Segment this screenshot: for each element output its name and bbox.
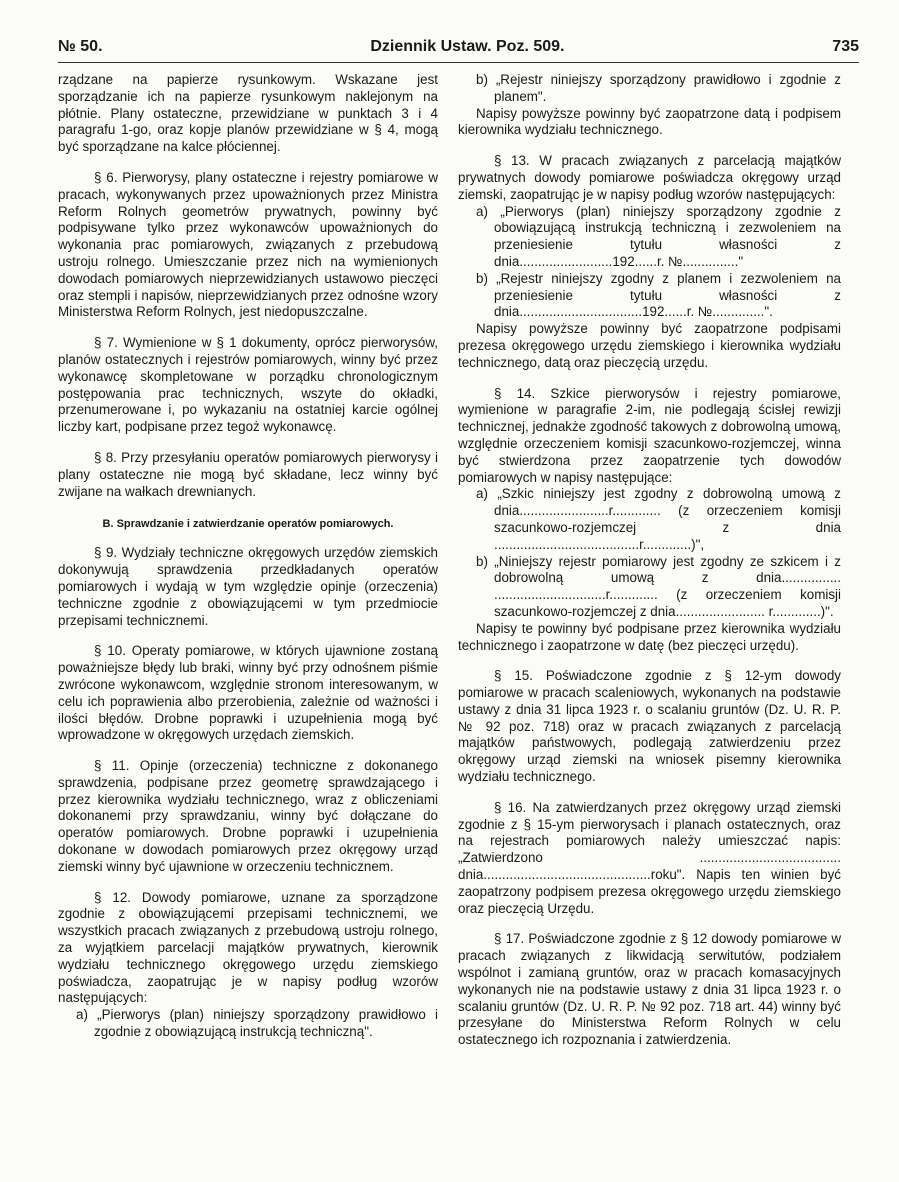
paragraph: Napisy powyższe powinny być zaopatrzone podpisami prezesa okręgowego urzędu ziemskiego i kierownika wydziału technicznego, datą oraz pieczęcią urzędu. [458,321,841,370]
list-item: a) „Szkic niniejszy jest zgodny z dobrowolną umową z dnia........................r............. (z orzeczeniem komisji szacunkowo-rozjemczej z dnia .......................................r.............)", [476,486,841,552]
paragraph-s10: § 10. Operaty pomiarowe, w których ujawnione zostaną poważniejsze błędy lub braki, winny być przy odnośnem piśmie zwrócone wykonawcom, względnie stronom interesowanym, w celu ich poprawienia albo przerobienia, zależnie od ważności i ilości błędów. Drobne poprawki i uzupełnienia mogą być wprowadzone w okręgowych urzędach ziemskich. [58,643,438,743]
paragraph: Napisy powyższe powinny być zaopatrzone datą i podpisem kierownika wydziału technicznego. [458,105,841,138]
list-item: b) „Rejestr niniejszy sporządzony prawidłowo i zgodnie z planem". [476,72,841,104]
paragraph-s6: § 6. Pierworysy, plany ostateczne i rejestry pomiarowe w pracach, wykonywanych przez upoważnionych przez Ministra Reform Rolnych geometrów prywatnych, powinny być podpisywane tylko przez wykonawców upoważnionych do wykonania prac pomiarowych, związanych z przebudową ustroju rolnego. Umieszczanie przez nich na wymienionych dowodach pomiarowych nieprzewidzianych ustawowo pieczęci oraz stempli i napisów, nieprzewidzianych przez odnośne wzory Ministerstwa Reform Rolnych, jest niedopuszczalne. [58,169,438,320]
page-header [58,32,859,56]
paragraph-s9: § 9. Wydziały techniczne okręgowych urzędów ziemskich dokonywują sprawdzenia przedkładanych operatów pomiarowych i wydają w tym względzie opinje (orzeczenia) techniczne zgodnie z obowiązującemi w tym przedmiocie przepisami technicznemi. [58,545,438,628]
page-number: 735 [832,38,859,55]
right-column [458,72,841,1049]
paragraph-s16: § 16. Na zatwierdzanych przez okręgowy urząd ziemski zgodnie z § 15-ym pierworysach i planach ostatecznych, oraz na rejestrach pomiarowych należy umieszczać napis: „Zatwierdzono ...................................... dnia.............................................roku". Napis ten winien być zaopatrzony podpisem prezesa okręgowego urzędu ziemskiego oraz pieczęcią Urzędu. [458,799,841,916]
paragraph-s7: § 7. Wymienione w § 1 dokumenty, oprócz pierworysów, planów ostatecznych i rejestrów pomiarowych, winny być przez wykonawcę skompletowane w porządku chronologicznym postępowania prac technicznych, wszyte do okładki, przenumerowane i, po wykazaniu na ostatniej karcie ogólnej liczby kart, podpisane przez tegoż wykonawcę. [58,335,438,435]
list-item: b) „Niniejszy rejestr pomiarowy jest zgodny ze szkicem i z dobrowolną umową z dnia................ ..............................r............. (z orzeczeniem komisji szacunkowo-rozjemczej z dnia........................ r.............)". [476,553,841,619]
left-column [58,72,438,1041]
list-item: b) „Rejestr niniejszy zgodny z planem i zezwoleniem na przeniesienie tytułu własności z dnia.................................192......r. №..............". [476,270,841,320]
paragraph: rządzane na papierze rysunkowym. Wskazane jest sporządzanie ich na papierze rysunkowym naklejonym na płótnie. Plany ostateczne, przewidziane w punktach 3 i 4 paragrafu 1-go, oraz kopje planów przewidziane w § 4, mogą być sporządzane na kalce płóciennej. [58,72,438,155]
paragraph-s8: § 8. Przy przesyłaniu operatów pomiarowych pierworysy i plany ostateczne nie mogą być składane, lecz winny być zwijane na wałkach drewnianych. [58,449,438,499]
paragraph-s11: § 11. Opinje (orzeczenia) techniczne z dokonanego sprawdzenia, podpisane przez geometrę sprawdzającego i przez kierownika wydziału technicznego, wraz z obliczeniami dokonanemi przy sprawdzaniu, winny być dołączane do operatów pomiarowych. Drobne poprawki i uzupełnienia dokonane w dowodach pomiarowych przez okręgowy urząd ziemski winny być ujawnione w orzeczeniu technicznem. [58,758,438,874]
paragraph-s14: § 14. Szkice pierworysów i rejestry pomiarowe, wymienione w paragrafie 2-im, nie podlegają ścisłej rewizji technicznej, jednakże zgodność takowych z dobrowolną umową, względnie orzeczeniem komisji szacunkowo-rozjemczej, winna być stwierdzona przez zaopatrzenie tych dowodów pomiarowych w napisy następujące: [458,385,841,485]
paragraph-s17: § 17. Poświadczone zgodnie z § 12 dowody pomiarowe w pracach związanych z likwidacją serwitutów, podziałem wspólnot i zamianą gruntów, oraz w pracach komasacyjnych wykonanych nie na podstawie ustawy z dnia 31 lipca 1923 r. o scalaniu gruntów (Dz. U. R. P. № 92 poz. 718 art. 44) winny być przesyłane do Ministerstwa Reform Rolnych w celu ostatecznego ich rozpoznania i zatwierdzenia. [458,931,841,1048]
list-item: a) „Pierworys (plan) niniejszy sporządzony zgodnie z obowiązującą instrukcją techniczną i zezwoleniem na przeniesienie tytułu własności z dnia.........................192......r. №..............." [476,203,841,269]
paragraph-s15: § 15. Poświadczone zgodnie z § 12-ym dowody pomiarowe w pracach scaleniowych, wykonanych na podstawie ustawy z dnia 31 lipca 1923 r. o scalaniu gruntów (Dz. U. R. P. № 92 poz. 718) oraz w pracach związanych z parcelacją majątków państwowych, podlegają zatwierdzeniu przez okręgowy urząd ziemski na wniosek pisemny kierownika wydziału technicznego. [458,668,841,785]
journal-title: Dziennik Ustaw. Poz. 509. [370,38,565,55]
header-rule [58,62,859,63]
issue-number: № 50. [58,38,103,55]
paragraph-s12: § 12. Dowody pomiarowe, uznane za sporządzone zgodnie z obowiązującemi przepisami technicznemi, we wszystkich pracach związanych z przebudową ustroju rolnego, za wyjątkiem parcelacji majątków prywatnych, kierownik wydziału technicznego okręgowego urzędu ziemskiego poświadcza, zaopatrując je w napisy podług wzorów następujących: [58,889,438,1006]
paragraph: Napisy te powinny być podpisane przez kierownika wydziału technicznego i zaopatrzone w datę (bez pieczęci urzędu). [458,620,841,653]
section-heading: B. Sprawdzanie i zatwierdzanie operatów pomiarowych. [102,518,394,531]
list-item: a) „Pierworys (plan) niniejszy sporządzony prawidłowo i zgodnie z obowiązującą instrukcją techniczną". [76,1007,438,1040]
paragraph-s13: § 13. W pracach związanych z parcelacją majątków prywatnych dowody pomiarowe poświadcza okręgowy urząd ziemski, zaopatrując je w napisy podług wzorów następujących: [458,153,841,202]
